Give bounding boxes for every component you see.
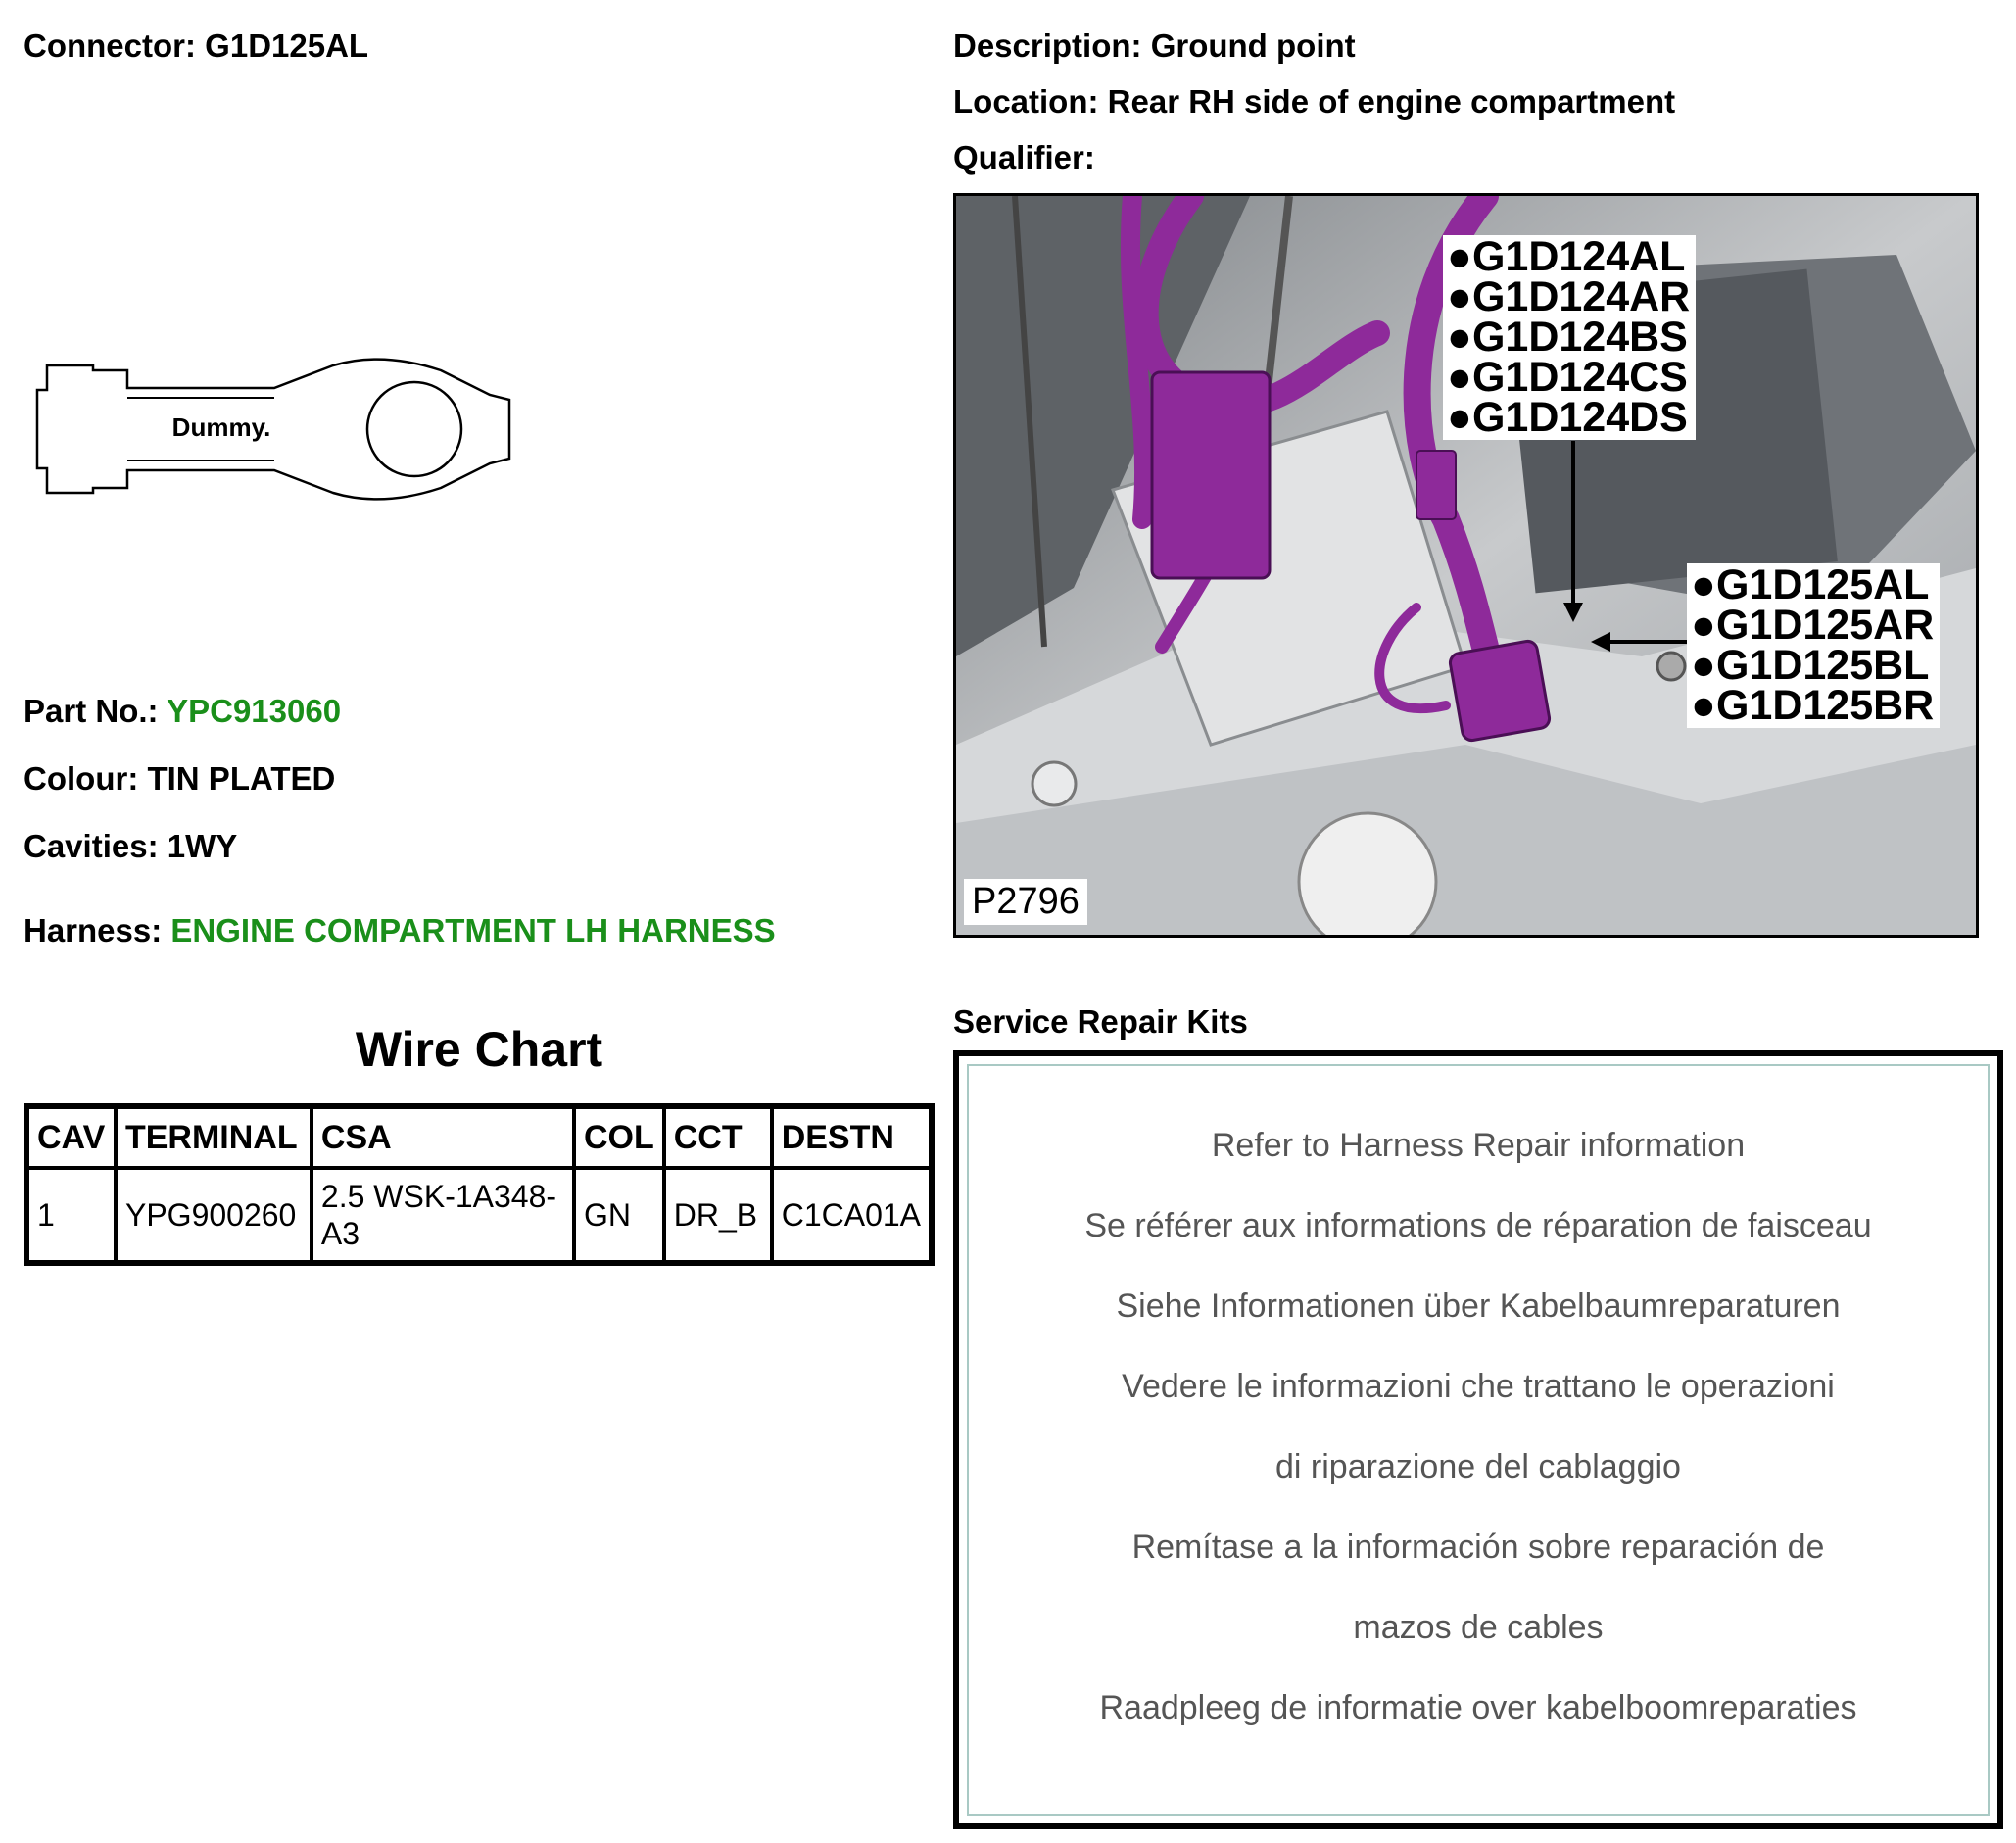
table-row <box>26 1168 932 1263</box>
header-terminal: TERMINAL <box>116 1106 312 1168</box>
callout-label: ●G1D124BS <box>1447 314 1688 361</box>
callout-label: ●G1D125BR <box>1691 682 1935 729</box>
terminal-drawing <box>29 351 519 508</box>
callout-label: ●G1D125AR <box>1691 602 1935 649</box>
colour-line <box>24 760 335 798</box>
terminal-drawing-label: Dummy. <box>171 412 271 442</box>
header-destn: DESTN <box>772 1106 932 1168</box>
callout-label: ●G1D124DS <box>1447 394 1688 441</box>
callout-bottom <box>1687 563 1940 728</box>
cell-csa: 2.5 WSK-1A348-A3 <box>312 1168 574 1263</box>
cell-cav: 1 <box>26 1168 116 1263</box>
location-label: Location: <box>953 83 1099 120</box>
callout-label: ●G1D124AL <box>1447 233 1686 280</box>
connector-value: G1D125AL <box>205 27 369 64</box>
connector-line <box>24 27 368 65</box>
wire-chart-table <box>24 1103 935 1266</box>
cavities-line <box>24 828 237 865</box>
cell-col: GN <box>574 1168 664 1263</box>
repair-info-line: Remítase a la información sobre reparación de <box>1131 1528 1825 1566</box>
colour-label: Colour: <box>24 760 139 797</box>
service-repair-kits-box <box>953 1050 2003 1829</box>
cavities-label: Cavities: <box>24 828 159 864</box>
location-value: Rear RH side of engine compartment <box>1107 83 1676 120</box>
header-col: COL <box>574 1106 664 1168</box>
harness-link[interactable]: ENGINE COMPARTMENT LH HARNESS <box>170 912 776 948</box>
header-cav: CAV <box>26 1106 116 1168</box>
cell-cct: DR_B <box>664 1168 772 1263</box>
header-csa: CSA <box>312 1106 574 1168</box>
part-no-line <box>24 693 341 730</box>
part-no-link[interactable]: YPC913060 <box>167 693 342 729</box>
connector-label: Connector: <box>24 27 196 64</box>
callout-label: ●G1D125BL <box>1691 642 1930 689</box>
repair-info-line: Siehe Informationen über Kabelbaumreparaturen <box>1116 1287 1841 1325</box>
part-no-label: Part No.: <box>24 693 159 729</box>
cell-terminal: YPG900260 <box>116 1168 312 1263</box>
repair-info-line: Raadpleeg de informatie over kabelboomreparaties <box>1099 1689 1857 1726</box>
repair-info-line: mazos de cables <box>1353 1609 1604 1646</box>
repair-info-line: Refer to Harness Repair information <box>1211 1127 1746 1164</box>
repair-info-line: Se référer aux informations de réparation de faisceau <box>1084 1207 1872 1244</box>
callout-label: ●G1D124CS <box>1447 354 1688 401</box>
repair-info-line: di riparazione del cablaggio <box>1275 1448 1681 1485</box>
harness-line <box>24 912 776 949</box>
location-illustration <box>953 193 1979 938</box>
header-cct: CCT <box>664 1106 772 1168</box>
qualifier-line <box>953 139 1095 176</box>
repair-info-line: Vedere le informazioni che trattano le operazioni <box>1122 1368 1835 1405</box>
service-repair-kits-title: Service Repair Kits <box>953 1003 1248 1040</box>
wire-chart-header-row <box>26 1106 932 1168</box>
callout-label: ●G1D124AR <box>1447 273 1691 320</box>
service-repair-kits-inner-frame <box>967 1064 1990 1816</box>
colour-value: TIN PLATED <box>147 760 336 797</box>
illustration-code: P2796 <box>964 879 1087 925</box>
wire-chart-title: Wire Chart <box>355 1022 603 1077</box>
cavities-value: 1WY <box>167 828 238 864</box>
cell-destn: C1CA01A <box>772 1168 932 1263</box>
callout-top <box>1443 235 1696 440</box>
location-line <box>953 83 1675 121</box>
callout-label: ●G1D125AL <box>1691 561 1930 608</box>
qualifier-label: Qualifier: <box>953 139 1095 175</box>
harness-label: Harness: <box>24 912 163 948</box>
service-repair-kits-text <box>969 1105 1988 1748</box>
description-value: Ground point <box>1150 27 1356 64</box>
description-line <box>953 27 1356 65</box>
description-label: Description: <box>953 27 1142 64</box>
